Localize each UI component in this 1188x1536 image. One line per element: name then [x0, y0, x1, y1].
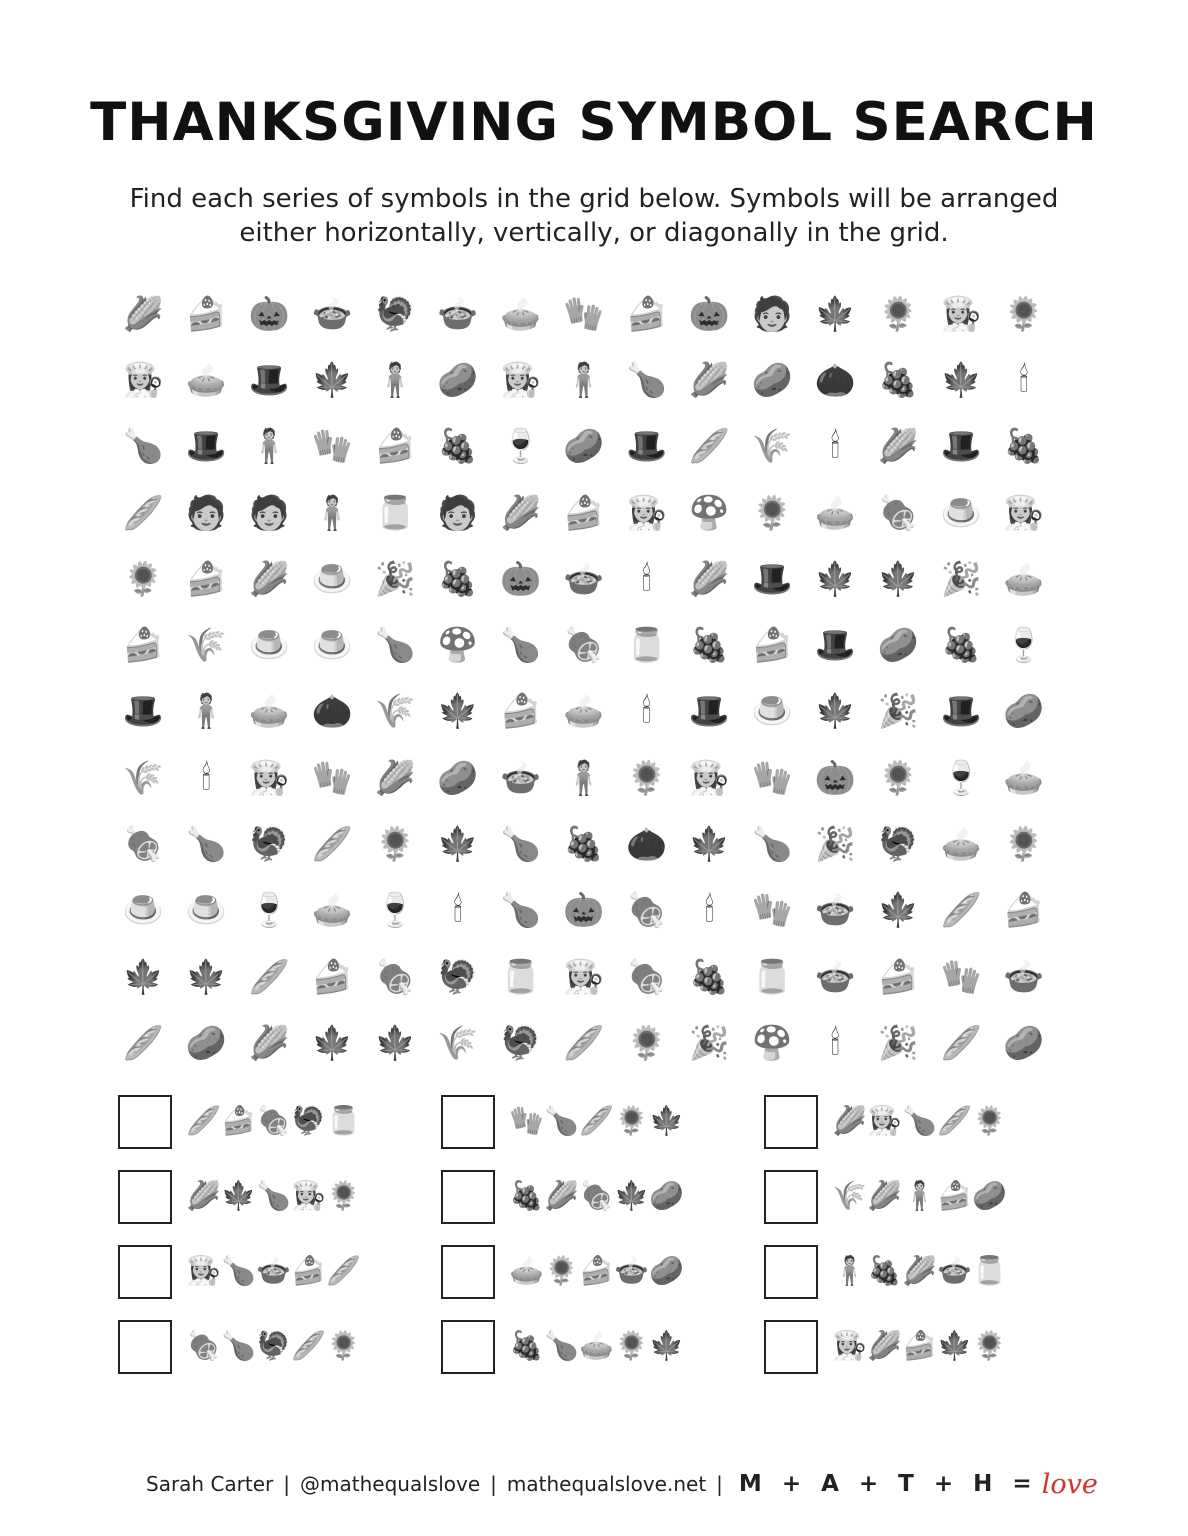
pie-slice-icon: 🥧: [814, 492, 856, 532]
roast-icon: 🍖: [122, 824, 164, 864]
corn-icon: 🌽: [688, 359, 730, 399]
roast-icon: 🍖: [374, 956, 416, 996]
answer-checkbox[interactable]: [764, 1320, 818, 1374]
pie-slice-icon: 🥧: [500, 293, 542, 333]
wheat-icon: 🌾: [437, 1022, 479, 1062]
pie-icon: 🍰: [185, 558, 227, 598]
pilgrim-icon: 🧑: [437, 492, 479, 532]
leaf-icon: 🍁: [814, 558, 856, 598]
wine-icon: 🍷: [1003, 625, 1045, 665]
corn-icon: 🌽: [832, 1104, 867, 1137]
bread-icon: 🥖: [311, 824, 353, 864]
bread-icon: 🥖: [122, 1022, 164, 1062]
candle-icon: 🕯: [1019, 359, 1029, 399]
soup-icon: 🍲: [814, 956, 856, 996]
turkey-icon: 🦃: [291, 1104, 326, 1137]
sunflower-icon: 🌻: [751, 492, 793, 532]
pilgrim-icon: 🧑: [185, 492, 227, 532]
pumpkin-icon: 🎃: [500, 558, 542, 598]
mushroom-icon: 🍄: [688, 492, 730, 532]
cornucopia-icon: 🎉: [877, 691, 919, 731]
drumstick-icon: 🍗: [221, 1329, 256, 1362]
pudding-icon: 🍮: [248, 625, 290, 665]
leaf-icon: 🍁: [814, 293, 856, 333]
pie-icon: 🍰: [751, 625, 793, 665]
leaf-icon: 🍁: [311, 359, 353, 399]
potato-icon: 🥔: [877, 625, 919, 665]
bread-icon: 🥖: [291, 1329, 326, 1362]
corn-icon: 🌽: [688, 558, 730, 598]
footer-author: Sarah Carter: [146, 1472, 274, 1496]
page-title: THANKSGIVING SYMBOL SEARCH: [90, 92, 1098, 153]
pie-icon: 🍰: [563, 492, 605, 532]
leaf-icon: 🍁: [614, 1179, 649, 1212]
clue-item: [441, 1170, 764, 1245]
bread-icon: 🥖: [248, 956, 290, 996]
leaf-icon: 🍁: [814, 691, 856, 731]
brand-math: M + A + T + H =: [738, 1471, 1038, 1497]
candle-icon: 🕯: [641, 691, 652, 731]
corn-icon: 🌽: [500, 492, 542, 532]
acorn-icon: 🌰: [311, 691, 353, 731]
hat-icon: 🎩: [248, 359, 290, 399]
potato-icon: 🥔: [437, 359, 479, 399]
leaf-icon: 🍁: [185, 956, 227, 996]
sunflower-icon: 🌻: [614, 1329, 649, 1362]
clue-sequence: [509, 1326, 684, 1366]
pie-slice-icon: 🥧: [563, 691, 605, 731]
candle-icon: 🕯: [830, 1022, 840, 1062]
mushroom-icon: 🍄: [751, 1022, 793, 1062]
clue-sequence: [832, 1326, 1007, 1366]
leaf-icon: 🍁: [649, 1104, 684, 1137]
clue-sequence: [509, 1176, 684, 1216]
pudding-icon: 🍮: [751, 691, 793, 731]
grapes-icon: 🍇: [563, 824, 605, 864]
answer-checkbox[interactable]: [118, 1320, 172, 1374]
soup-icon: 🍲: [437, 293, 479, 333]
answer-checkbox[interactable]: [764, 1170, 818, 1224]
chef-icon: 👩‍🍳: [186, 1254, 221, 1287]
soup-icon: 🍲: [311, 293, 353, 333]
potato-icon: 🥔: [185, 1022, 227, 1062]
corn-icon: 🌽: [248, 558, 290, 598]
pie-icon: 🍰: [877, 956, 919, 996]
candle-icon: 🕯: [704, 890, 715, 930]
pudding-icon: 🍮: [311, 625, 353, 665]
pie-slice-icon: 🥧: [248, 691, 290, 731]
pilgrim-icon: 🧑: [248, 492, 290, 532]
corn-icon: 🌽: [877, 426, 919, 466]
soup-icon: 🍲: [256, 1254, 291, 1287]
pilgrim-icon: 🧑: [751, 293, 793, 333]
roast-icon: 🍖: [626, 956, 668, 996]
chef-icon: 👩‍🍳: [688, 757, 730, 797]
leaf-icon: 🍁: [877, 558, 919, 598]
pie-slice-icon: 🥧: [579, 1329, 614, 1362]
wine-icon: 🍷: [374, 890, 416, 930]
pudding-icon: 🍮: [185, 890, 227, 930]
clue-item: [118, 1095, 441, 1170]
corn-icon: 🌽: [122, 293, 164, 333]
grapes-icon: 🍇: [1003, 426, 1045, 466]
drumstick-icon: 🍗: [500, 890, 542, 930]
jar-icon: 🫙: [326, 1104, 361, 1137]
chef-icon: 👩‍🍳: [248, 757, 290, 797]
clue-item: [764, 1245, 1087, 1320]
pie-slice-icon: 🥧: [1003, 558, 1045, 598]
grapes-icon: 🍇: [688, 956, 730, 996]
footer-site: mathequalslove.net: [506, 1472, 707, 1496]
turkey-icon: 🦃: [256, 1329, 291, 1362]
drumstick-icon: 🍗: [122, 426, 164, 466]
brand-love: love: [1041, 1468, 1098, 1500]
bread-icon: 🥖: [122, 492, 164, 532]
drumstick-icon: 🍗: [751, 824, 793, 864]
clue-item: [441, 1095, 764, 1170]
drumstick-icon: 🍗: [544, 1329, 579, 1362]
cornucopia-icon: 🎉: [814, 824, 856, 864]
roast-icon: 🍖: [579, 1179, 614, 1212]
chef-icon: 👩‍🍳: [291, 1179, 326, 1212]
turkey-icon: 🦃: [877, 824, 919, 864]
sunflower-icon: 🌻: [122, 558, 164, 598]
soup-icon: 🍲: [937, 1254, 972, 1287]
pie-icon: 🍰: [1003, 890, 1045, 930]
cornucopia-icon: 🎉: [877, 1022, 919, 1062]
hat-icon: 🎩: [122, 691, 164, 731]
footer-handle: @mathequalslove: [300, 1472, 481, 1496]
pie-slice-icon: 🥧: [1003, 757, 1045, 797]
pie-icon: 🍰: [122, 625, 164, 665]
footer-separator: |: [490, 1472, 497, 1496]
sunflower-icon: 🌻: [877, 757, 919, 797]
pudding-icon: 🍮: [122, 890, 164, 930]
grapes-icon: 🍇: [867, 1254, 902, 1287]
leaf-icon: 🍁: [311, 1022, 353, 1062]
clue-sequence: [186, 1176, 361, 1216]
wheat-icon: 🌾: [751, 426, 793, 466]
chef-icon: 👩‍🍳: [563, 956, 605, 996]
corn-icon: 🌽: [544, 1179, 579, 1212]
mitt-icon: 🧤: [311, 757, 353, 797]
clue-item: [118, 1320, 441, 1395]
jar-icon: 🫙: [626, 625, 668, 665]
chef-icon: 👩‍🍳: [832, 1329, 867, 1362]
grapes-icon: 🍇: [509, 1179, 544, 1212]
sunflower-icon: 🌻: [626, 1022, 668, 1062]
drumstick-icon: 🍗: [374, 625, 416, 665]
footer: [146, 1464, 1098, 1504]
drumstick-icon: 🍗: [500, 625, 542, 665]
chef-icon: 👩‍🍳: [1003, 492, 1045, 532]
chef-icon: 👩‍🍳: [940, 293, 982, 333]
potato-icon: 🥔: [649, 1254, 684, 1287]
hat-icon: 🎩: [940, 426, 982, 466]
grapes-icon: 🍇: [940, 625, 982, 665]
roast-icon: 🍖: [626, 890, 668, 930]
potato-icon: 🥔: [972, 1179, 1007, 1212]
brand-logo: [739, 1469, 1098, 1500]
candle-icon: 🕯: [453, 890, 463, 930]
bread-icon: 🥖: [940, 890, 982, 930]
pie-icon: 🍰: [185, 293, 227, 333]
pie-icon: 🍰: [500, 691, 542, 731]
pie-slice-icon: 🥧: [311, 890, 353, 930]
answer-checkbox[interactable]: [118, 1095, 172, 1149]
wine-icon: 🍷: [248, 890, 290, 930]
pie-icon: 🍰: [374, 426, 416, 466]
clue-item: [118, 1170, 441, 1245]
pudding-icon: 🍮: [940, 492, 982, 532]
corn-icon: 🌽: [867, 1329, 902, 1362]
mitt-icon: 🧤: [751, 757, 793, 797]
mitt-icon: 🧤: [940, 956, 982, 996]
wine-icon: 🍷: [500, 426, 542, 466]
clue-item: [118, 1245, 441, 1320]
clue-sequence: [832, 1101, 1007, 1141]
answer-checkbox[interactable]: [441, 1245, 495, 1299]
corn-icon: 🌽: [186, 1179, 221, 1212]
corn-icon: 🌽: [867, 1179, 902, 1212]
pie-icon: 🍰: [902, 1329, 937, 1362]
corn-icon: 🌽: [374, 757, 416, 797]
scarecrow-icon: 🧍: [185, 691, 227, 731]
roast-icon: 🍖: [563, 625, 605, 665]
potato-icon: 🥔: [751, 359, 793, 399]
potato-icon: 🥔: [563, 426, 605, 466]
clue-sequence: [509, 1101, 684, 1141]
leaf-icon: 🍁: [437, 824, 479, 864]
clue-item: [764, 1170, 1087, 1245]
cornucopia-icon: 🎉: [688, 1022, 730, 1062]
hat-icon: 🎩: [814, 625, 856, 665]
pumpkin-icon: 🎃: [688, 293, 730, 333]
sunflower-icon: 🌻: [544, 1254, 579, 1287]
bread-icon: 🥖: [186, 1104, 221, 1137]
leaf-icon: 🍁: [221, 1179, 256, 1212]
mushroom-icon: 🍄: [437, 625, 479, 665]
scarecrow-icon: 🧍: [563, 757, 605, 797]
sunflower-icon: 🌻: [614, 1104, 649, 1137]
jar-icon: 🫙: [500, 956, 542, 996]
pie-slice-icon: 🥧: [185, 359, 227, 399]
scarecrow-icon: 🧍: [248, 426, 290, 466]
clue-sequence: [832, 1251, 1007, 1291]
drumstick-icon: 🍗: [185, 824, 227, 864]
clue-sequence: [509, 1251, 684, 1291]
clue-item: [764, 1320, 1087, 1395]
drumstick-icon: 🍗: [256, 1179, 291, 1212]
symbol-grid: [112, 280, 1055, 1076]
sunflower-icon: 🌻: [374, 824, 416, 864]
acorn-icon: 🌰: [626, 824, 668, 864]
scarecrow-icon: 🧍: [832, 1254, 867, 1287]
answer-checkbox[interactable]: [441, 1095, 495, 1149]
jar-icon: 🫙: [972, 1254, 1007, 1287]
drumstick-icon: 🍗: [902, 1104, 937, 1137]
grapes-icon: 🍇: [688, 625, 730, 665]
scarecrow-icon: 🧍: [311, 492, 353, 532]
hat-icon: 🎩: [751, 558, 793, 598]
wheat-icon: 🌾: [832, 1179, 867, 1212]
answer-checkbox[interactable]: [441, 1170, 495, 1224]
potato-icon: 🥔: [437, 757, 479, 797]
hat-icon: 🎩: [626, 426, 668, 466]
pumpkin-icon: 🎃: [563, 890, 605, 930]
potato-icon: 🥔: [649, 1179, 684, 1212]
hat-icon: 🎩: [688, 691, 730, 731]
drumstick-icon: 🍗: [500, 824, 542, 864]
chef-icon: 👩‍🍳: [867, 1104, 902, 1137]
bread-icon: 🥖: [937, 1104, 972, 1137]
candle-icon: 🕯: [201, 757, 212, 797]
mitt-icon: 🧤: [751, 890, 793, 930]
chef-icon: 👩‍🍳: [500, 359, 542, 399]
potato-icon: 🥔: [1003, 691, 1045, 731]
wheat-icon: 🌾: [122, 757, 164, 797]
soup-icon: 🍲: [1003, 956, 1045, 996]
sunflower-icon: 🌻: [326, 1329, 361, 1362]
bread-icon: 🥖: [940, 1022, 982, 1062]
answer-checkbox[interactable]: [764, 1095, 818, 1149]
corn-icon: 🌽: [248, 1022, 290, 1062]
sunflower-icon: 🌻: [626, 757, 668, 797]
pie-slice-icon: 🥧: [509, 1254, 544, 1287]
roast-icon: 🍖: [877, 492, 919, 532]
clue-sequence: [186, 1101, 361, 1141]
grapes-icon: 🍇: [509, 1329, 544, 1362]
bread-icon: 🥖: [326, 1254, 361, 1287]
pie-slice-icon: 🥧: [940, 824, 982, 864]
pie-icon: 🍰: [937, 1179, 972, 1212]
clue-item: [764, 1095, 1087, 1170]
sunflower-icon: 🌻: [326, 1179, 361, 1212]
mitt-icon: 🧤: [509, 1104, 544, 1137]
leaf-icon: 🍁: [437, 691, 479, 731]
leaf-icon: 🍁: [649, 1329, 684, 1362]
leaf-icon: 🍁: [122, 956, 164, 996]
sunflower-icon: 🌻: [1003, 824, 1045, 864]
cornucopia-icon: 🎉: [940, 558, 982, 598]
soup-icon: 🍲: [614, 1254, 649, 1287]
turkey-icon: 🦃: [500, 1022, 542, 1062]
drumstick-icon: 🍗: [626, 359, 668, 399]
bread-icon: 🥖: [579, 1104, 614, 1137]
hat-icon: 🎩: [185, 426, 227, 466]
drumstick-icon: 🍗: [544, 1104, 579, 1137]
pie-icon: 🍰: [311, 956, 353, 996]
sunflower-icon: 🌻: [972, 1329, 1007, 1362]
scarecrow-icon: 🧍: [902, 1179, 937, 1212]
corn-icon: 🌽: [902, 1254, 937, 1287]
scarecrow-icon: 🧍: [563, 359, 605, 399]
instructions: Find each series of symbols in the grid below. Symbols will be arranged either horizontally, vertically, or diagonally in the grid.: [129, 184, 1059, 248]
answer-checkbox[interactable]: [118, 1245, 172, 1299]
footer-separator: |: [716, 1472, 723, 1496]
turkey-icon: 🦃: [374, 293, 416, 333]
clue-sequence: [186, 1326, 361, 1366]
wine-icon: 🍷: [940, 757, 982, 797]
hat-icon: 🎩: [940, 691, 982, 731]
footer-separator: |: [283, 1472, 291, 1496]
answer-checkbox[interactable]: [441, 1320, 495, 1374]
turkey-icon: 🦃: [437, 956, 479, 996]
candle-icon: 🕯: [830, 426, 840, 466]
answer-checkbox[interactable]: [764, 1245, 818, 1299]
chef-icon: 👩‍🍳: [122, 359, 164, 399]
bread-icon: 🥖: [563, 1022, 605, 1062]
leaf-icon: 🍁: [937, 1329, 972, 1362]
sunflower-icon: 🌻: [972, 1104, 1007, 1137]
pudding-icon: 🍮: [311, 558, 353, 598]
cornucopia-icon: 🎉: [374, 558, 416, 598]
turkey-icon: 🦃: [248, 824, 290, 864]
leaf-icon: 🍁: [374, 1022, 416, 1062]
sunflower-icon: 🌻: [877, 293, 919, 333]
wheat-icon: 🌾: [185, 625, 227, 665]
grapes-icon: 🍇: [437, 558, 479, 598]
soup-icon: 🍲: [500, 757, 542, 797]
candle-icon: 🕯: [641, 558, 652, 598]
leaf-icon: 🍁: [877, 890, 919, 930]
pumpkin-icon: 🎃: [814, 757, 856, 797]
clue-list: [118, 1095, 1087, 1395]
jar-icon: 🫙: [751, 956, 793, 996]
scarecrow-icon: 🧍: [374, 359, 416, 399]
clue-sequence: [832, 1176, 1007, 1216]
bread-icon: 🥖: [688, 426, 730, 466]
mitt-icon: 🧤: [563, 293, 605, 333]
grapes-icon: 🍇: [877, 359, 919, 399]
soup-icon: 🍲: [814, 890, 856, 930]
sunflower-icon: 🌻: [1003, 293, 1045, 333]
pie-icon: 🍰: [221, 1104, 256, 1137]
leaf-icon: 🍁: [940, 359, 982, 399]
pie-icon: 🍰: [291, 1254, 326, 1287]
clue-item: [441, 1320, 764, 1395]
pie-icon: 🍰: [626, 293, 668, 333]
soup-icon: 🍲: [563, 558, 605, 598]
clue-sequence: [186, 1251, 361, 1291]
grapes-icon: 🍇: [437, 426, 479, 466]
mitt-icon: 🧤: [311, 426, 353, 466]
pumpkin-icon: 🎃: [248, 293, 290, 333]
wheat-icon: 🌾: [374, 691, 416, 731]
answer-checkbox[interactable]: [118, 1170, 172, 1224]
pie-icon: 🍰: [579, 1254, 614, 1287]
roast-icon: 🍖: [256, 1104, 291, 1137]
potato-icon: 🥔: [1003, 1022, 1045, 1062]
drumstick-icon: 🍗: [221, 1254, 256, 1287]
acorn-icon: 🌰: [814, 359, 856, 399]
leaf-icon: 🍁: [688, 824, 730, 864]
clue-item: [441, 1245, 764, 1320]
roast-icon: 🍖: [186, 1329, 221, 1362]
jar-icon: 🫙: [374, 492, 416, 532]
chef-icon: 👩‍🍳: [626, 492, 668, 532]
